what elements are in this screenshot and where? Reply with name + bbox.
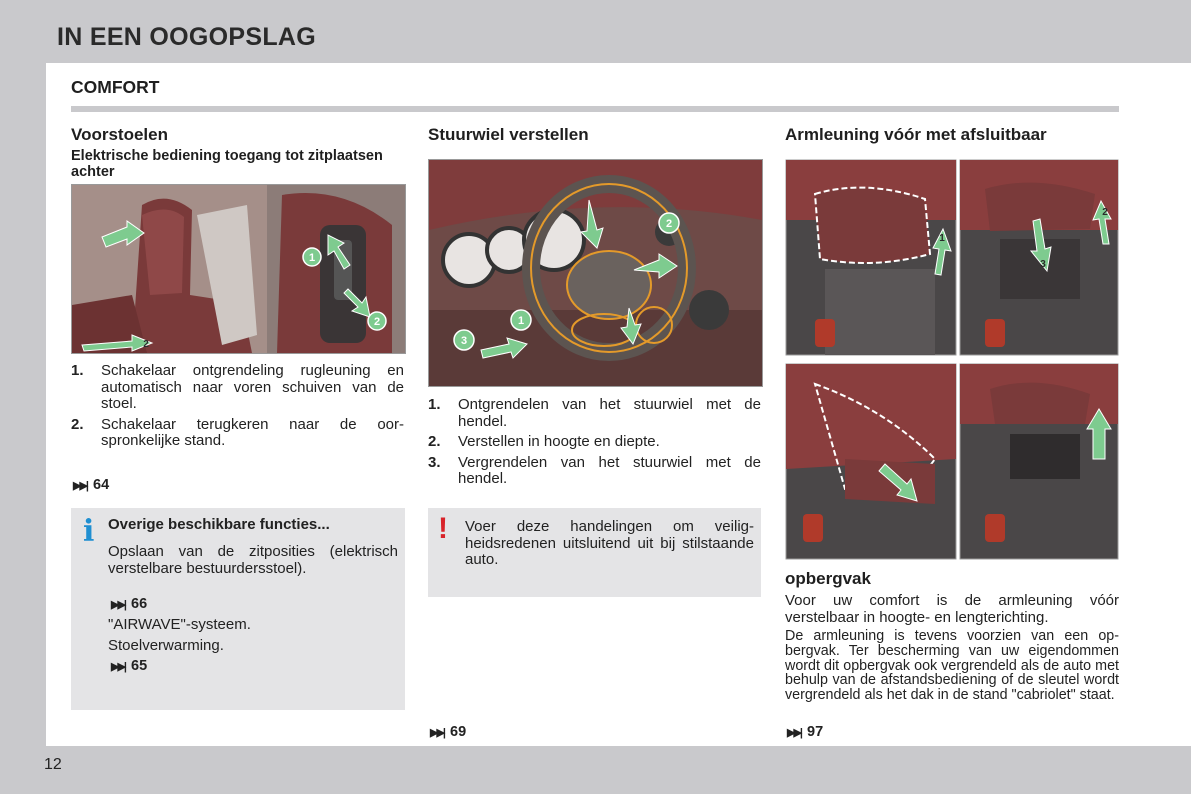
voorstoelen-list	[71, 363, 404, 454]
armleuning-title: Armleuning vóór met afsluitbaar	[785, 125, 1047, 144]
skip-forward-icon: ▶▶|	[111, 661, 125, 673]
warning-box	[428, 508, 761, 597]
seat-label-2b: 2	[143, 339, 149, 350]
info-line-3: Stoelverwarming.	[108, 637, 224, 654]
info-icon: i	[83, 514, 95, 549]
armleuning-para-2: De armleuning is tevens voorzien van een opbergvak. Ter bescherming van uw eigendommen wordt dit opbergvak ook vergrendeld als de auto met behulp van de afstandsbediening of de sleutel wordt vergrendeld als het dak in de stand "cabriolet" staat.	[785, 628, 1119, 704]
armrest-label-1: 1	[939, 233, 945, 244]
skip-forward-icon: ▶▶|	[787, 727, 801, 739]
info-title: Overige beschikbare functies...	[108, 516, 330, 533]
page-ref-64[interactable]: ▶▶| 64	[73, 477, 110, 493]
armrest-illustration	[785, 159, 1119, 560]
seat-label-1: 1	[308, 252, 316, 264]
footer-bar	[0, 746, 1191, 794]
page-number: 12	[44, 756, 62, 773]
list-item: 2. Schakelaar terugkeren naar de oorspronkelijke stand.	[71, 415, 404, 449]
stuurwiel-list	[428, 397, 761, 492]
page-ref-69[interactable]: ▶▶| 69	[430, 724, 467, 740]
voorstoelen-subtitle: Elektrische bediening toegang tot zitplaatsen achter	[71, 148, 383, 180]
list-item: 2. Verstellen in hoogte en diepte.	[428, 433, 660, 450]
wheel-label-2: 2	[665, 218, 673, 230]
skip-forward-icon: ▶▶|	[430, 727, 444, 739]
wheel-label-1: 1	[517, 315, 525, 327]
section-divider	[71, 106, 1119, 112]
armrest-label-2: 2	[1102, 207, 1108, 218]
list-item: 1. Schakelaar ontgrendeling rugleuning en automatisch naar voren schuiven van de stoel.	[71, 362, 404, 412]
opbergvak-subtitle: opbergvak	[785, 569, 871, 588]
skip-forward-icon: ▶▶|	[73, 480, 87, 492]
armrest-label-3: 3	[1040, 259, 1046, 270]
seat-label-2: 2	[373, 316, 381, 328]
warning-icon: !	[438, 512, 448, 545]
page-title: IN EEN OOGOPSLAG	[57, 23, 316, 51]
list-item: 3. Vergrendelen van het stuurwiel met de hendel.	[428, 453, 761, 487]
page-ref-97[interactable]: ▶▶| 97	[787, 724, 824, 740]
voorstoelen-title: Voorstoelen	[71, 125, 168, 144]
stuurwiel-title: Stuurwiel verstellen	[428, 125, 589, 144]
warning-text: Voer deze handelingen om veiligheidsredenen uitsluitend uit bij stilstaande auto.	[465, 518, 754, 568]
skip-forward-icon: ▶▶|	[111, 599, 125, 611]
page-ref-65[interactable]: ▶▶| 65	[111, 658, 148, 674]
armleuning-para-1: Voor uw comfort is de armleuning vóór verstelbaar in hoogte- en lengterichting.	[785, 592, 1119, 626]
wheel-label-3: 3	[460, 335, 468, 347]
seat-illustration	[71, 184, 406, 354]
section-title: COMFORT	[71, 77, 160, 97]
steering-wheel-illustration	[428, 159, 763, 387]
info-box	[71, 508, 405, 710]
list-item: 1. Ontgrendelen van het stuurwiel met de hendel.	[428, 396, 761, 430]
info-line-2: "AIRWAVE"-systeem.	[108, 616, 251, 633]
info-line-1: Opslaan van de zitposities (elektrisch verstelbare bestuurdersstoel).	[108, 543, 398, 577]
page-ref-66[interactable]: ▶▶| 66	[111, 596, 148, 612]
